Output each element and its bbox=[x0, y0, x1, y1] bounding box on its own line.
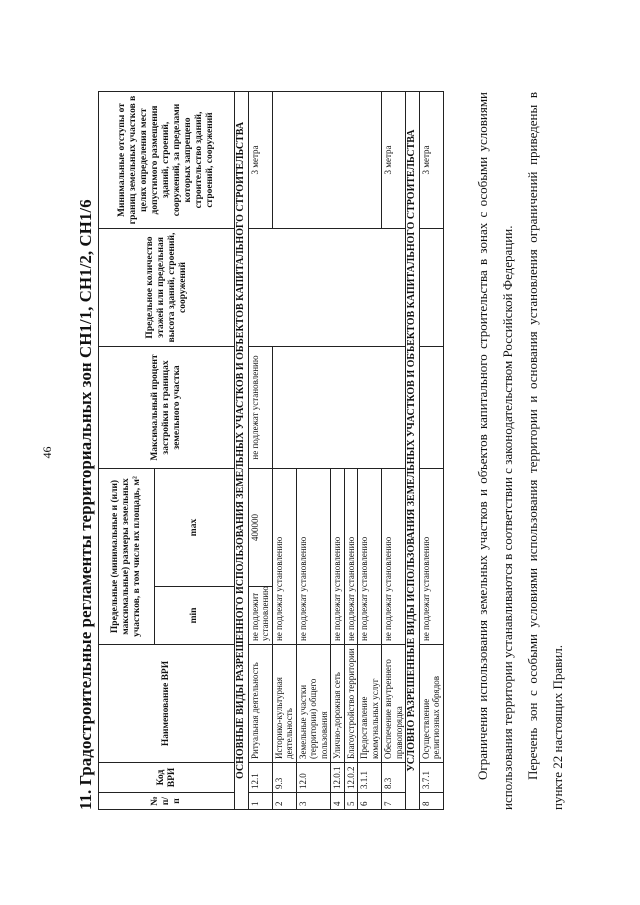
row-floors bbox=[248, 229, 406, 347]
row-min: не подлежат установлению bbox=[358, 469, 382, 645]
row-percent-empty bbox=[419, 347, 443, 469]
row-num: 4 bbox=[331, 793, 345, 810]
row-min: не подлежат установлению bbox=[331, 469, 345, 645]
row-code: 8.3 bbox=[382, 763, 406, 793]
row-percent: не подлежат установлению bbox=[248, 347, 272, 469]
row-code: 12.1 bbox=[248, 763, 272, 793]
row-name: Предоставление коммунальных услуг bbox=[358, 645, 382, 763]
row-num: 5 bbox=[344, 793, 358, 810]
row-num: 7 bbox=[382, 793, 406, 810]
row-name: Земельные участки (территории) общего пользования bbox=[296, 645, 331, 763]
row-max: 400000 bbox=[248, 469, 272, 587]
section-main: ОСНОВНЫЕ ВИДЫ РАЗРЕШЕННОГО ИСПОЛЬЗОВАНИЯ ЗЕМЕЛЬНЫХ УЧАСТКОВ И ОБЪЕКТОВ КАПИТАЛЬНОГО СТРОИТЕЛЬСТВА bbox=[235, 92, 249, 810]
row-min: не подлежат установлению bbox=[296, 469, 331, 645]
row-min: не подлежит установлению bbox=[248, 587, 272, 645]
row-code: 9.3 bbox=[272, 763, 296, 793]
page-title: 11. Градостроительные регламенты территориальных зон СН1/1, СН1/2, СН1/6 bbox=[76, 199, 95, 810]
row-num: 8 bbox=[419, 793, 443, 810]
row-min: не подлежат установлению bbox=[419, 469, 443, 645]
header-sizes: Предельные (минимальные и (или) максимальные) размеры земельных участков, в том числе их площадь, м² bbox=[99, 469, 155, 645]
row-name: Благоустройство территории bbox=[344, 645, 358, 763]
row-num: 3 bbox=[296, 793, 331, 810]
header-num: № п/п bbox=[99, 793, 235, 810]
row-name: Обеспечение внутреннего правопорядка bbox=[382, 645, 406, 763]
row-setback: 3 метра bbox=[419, 92, 443, 229]
row-min: не подлежат установлению bbox=[344, 469, 358, 645]
row-num: 2 bbox=[272, 793, 296, 810]
header-name: Наименование ВРИ bbox=[99, 645, 235, 763]
row-min: не подлежат установлению bbox=[382, 469, 406, 645]
row-num: 1 bbox=[248, 793, 272, 810]
row-name: Историко-культурная деятельность bbox=[272, 645, 296, 763]
row-floors-empty bbox=[419, 229, 443, 347]
row-num: 6 bbox=[358, 793, 382, 810]
header-percent: Максимальный процент застройки в границах земельного участка bbox=[99, 347, 235, 469]
header-code: Код ВРИ bbox=[99, 763, 235, 793]
table-row bbox=[272, 92, 296, 810]
row-code: 3.1.1 bbox=[358, 763, 382, 793]
row-setback: 3 метра bbox=[248, 92, 272, 229]
regulations-table bbox=[98, 91, 444, 810]
page-number: 46 bbox=[40, 446, 54, 459]
regulations-table-container bbox=[98, 92, 444, 810]
row-name: Улично-дорожная сеть bbox=[331, 645, 345, 763]
table-row bbox=[419, 92, 443, 810]
row-name: Ритуальная деятельность bbox=[248, 645, 272, 763]
row-code: 12.0.1 bbox=[331, 763, 345, 793]
restrictions-paragraph: Ограничения использования земельных участков и объектов капитального строительства в зонах с особыми условиями использования территории устанавливаются в соответствии с законодательством Российской Федерации. bbox=[475, 92, 515, 810]
header-max: max bbox=[155, 469, 235, 587]
footer-text bbox=[470, 92, 570, 810]
row-percent-empty bbox=[272, 347, 406, 469]
row-code: 12.0.2 bbox=[344, 763, 358, 793]
row-setback-empty bbox=[272, 92, 382, 229]
row-name: Осуществление религиозных обрядов bbox=[419, 645, 443, 763]
header-setbacks: Минимальные отступы от границ земельных участков в целях определения мест допустимого размещения зданий, строений, сооружений, за пределами которых запрещено строительство зданий, строений, сооружений bbox=[99, 92, 235, 229]
zones-list-paragraph: Перечень зон с особыми условиями использования территории и основания установления ограничений приведены в пункте 22 настоящих Правил. bbox=[525, 92, 565, 810]
header-min: min bbox=[155, 587, 235, 645]
row-min: не подлежат установлению bbox=[272, 469, 296, 645]
section-conditional: УСЛОВНО РАЗРЕШЕННЫЕ ВИДЫ ИСПОЛЬЗОВАНИЯ ЗЕМЕЛЬНЫХ УЧАСТКОВ И ОБЪЕКТОВ КАПИТАЛЬНОГО СТРОИТЕЛЬСТВА bbox=[406, 92, 420, 810]
row-setback: 3 метра bbox=[382, 92, 406, 229]
table-row bbox=[248, 92, 272, 810]
row-code: 3.7.1 bbox=[419, 763, 443, 793]
row-code: 12.0 bbox=[296, 763, 331, 793]
header-floors: Предельное количество этажей или предельная высота зданий, строений, сооружений bbox=[99, 229, 235, 347]
